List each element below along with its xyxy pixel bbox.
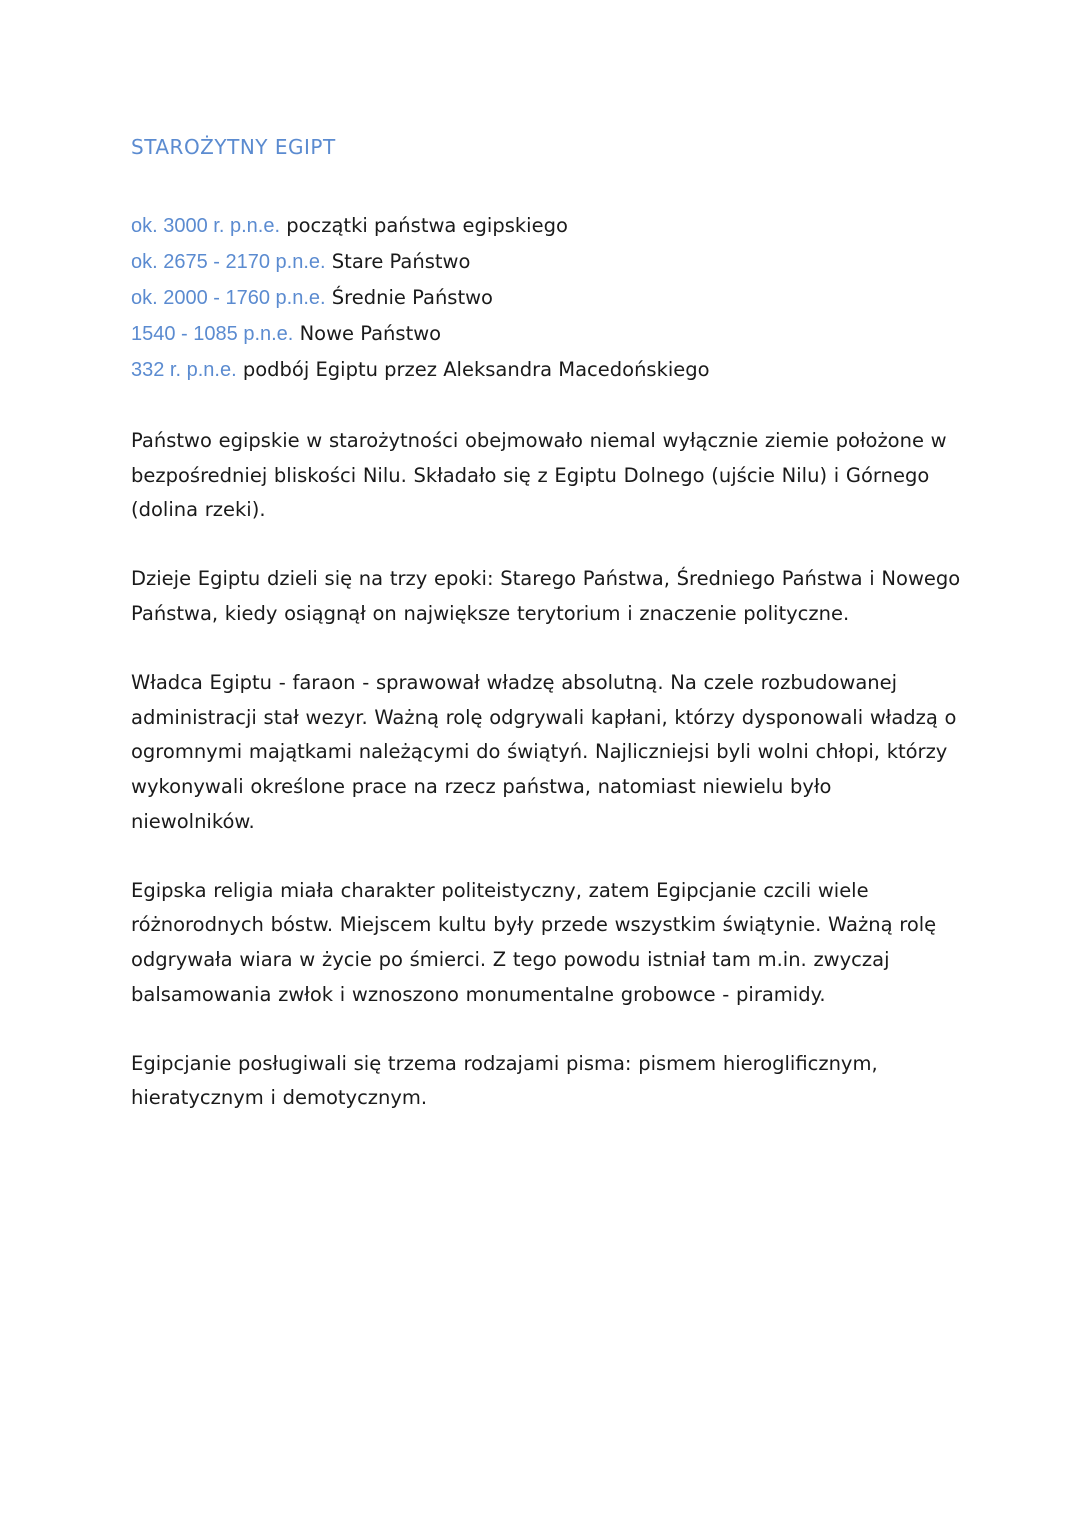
timeline-date: ok. 2000 - 1760 p.n.e. [131, 287, 326, 309]
paragraph-geography: Państwo egipskie w starożytności obejmowało niemal wyłącznie ziemie położone w bezpośredniej bliskości Nilu. Składało się z Egiptu Dolnego (ujście Nilu) i Górnego (dolina rzeki). [131, 429, 947, 522]
timeline-item [131, 208, 961, 244]
paragraph-epochs: Dzieje Egiptu dzieli się na trzy epoki: Starego Państwa, Średniego Państwa i Nowego Państwa, kiedy osiągnął on największe terytorium i znaczenie polityczne. [131, 567, 961, 625]
timeline-date: ok. 2675 - 2170 p.n.e. [131, 251, 326, 273]
timeline-date: 332 r. p.n.e. [131, 359, 237, 381]
document-title: STAROŻYTNY EGIPT [131, 135, 336, 159]
timeline-event: początki państwa egipskiego [286, 214, 568, 237]
timeline-item [131, 280, 961, 316]
paragraph-writing: Egipcjanie posługiwali się trzema rodzajami pisma: pismem hieroglificznym, hieratycznym i demotycznym. [131, 1051, 878, 1110]
timeline-item [131, 316, 961, 352]
paragraph-religion: Egipska religia miała charakter politeistyczny, zatem Egipcjanie czcili wiele różnorodnych bóstw. Miejscem kultu były przede wszystkim świątynie. Ważną rolę odgrywała wiara w życie po śmierci. Z tego powodu istniał tam m.in. zwyczaj balsamowania zwłok i wznoszono monumentalne grobowce - piramidy. [131, 878, 937, 1006]
timeline-date: ok. 3000 r. p.n.e. [131, 215, 280, 237]
paragraph-society: Władca Egiptu - faraon - sprawował władzę absolutną. Na czele rozbudowanej administracji stał wezyr. Ważną rolę odgrywali kapłani, którzy dysponowali władzą o ogromnymi majątkami należącymi do świątyń. Najliczniejsi byli wolni chłopi, którzy wykonywali określone prace na rzecz państwa, natomiast niewielu było niewolników. [131, 671, 957, 833]
timeline-event: Stare Państwo [331, 250, 471, 273]
document-page [131, 130, 961, 1150]
timeline-date: 1540 - 1085 p.n.e. [131, 323, 294, 345]
timeline-event: Nowe Państwo [299, 322, 442, 345]
timeline-item [131, 244, 961, 280]
timeline-item [131, 352, 961, 388]
timeline-event: Średnie Państwo [331, 286, 493, 309]
timeline-list [131, 208, 961, 388]
timeline-event: podbój Egiptu przez Aleksandra Macedońskiego [242, 358, 710, 381]
